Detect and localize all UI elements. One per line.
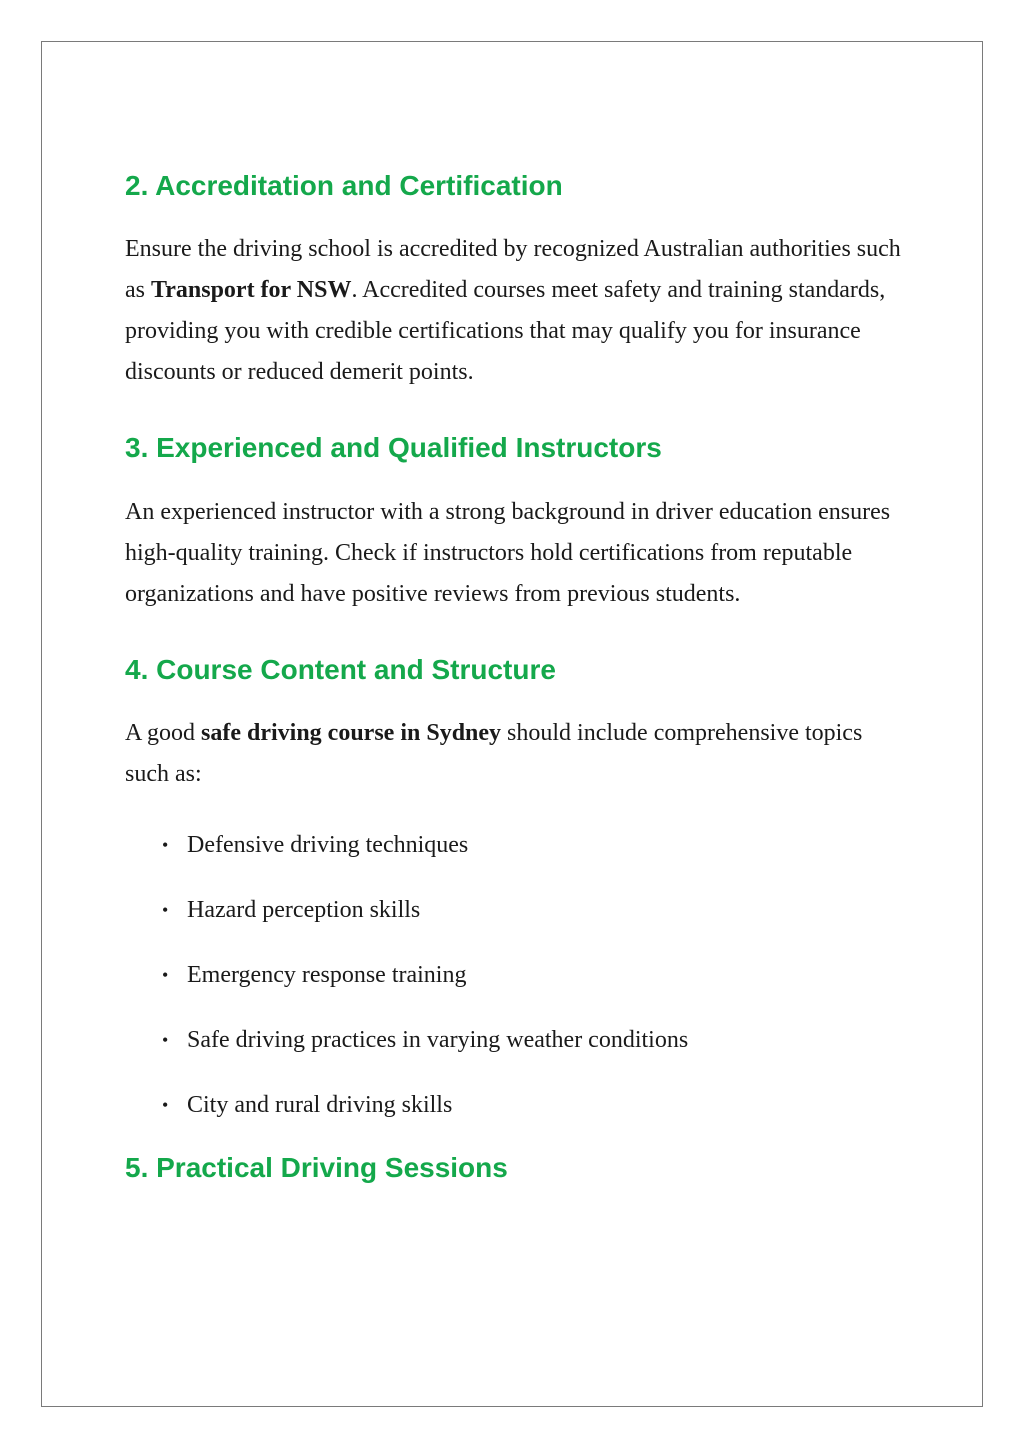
section-paragraph-course-content bbox=[125, 713, 905, 795]
bullet-icon: • bbox=[162, 835, 169, 855]
section-heading-course-content: 4. Course Content and Structure bbox=[125, 654, 556, 685]
section-heading-practical-sessions: 5. Practical Driving Sessions bbox=[125, 1152, 508, 1183]
section-heading-instructors: 3. Experienced and Qualified Instructors bbox=[125, 432, 662, 463]
paragraph-text: should include comprehensive topics such as: bbox=[125, 720, 863, 787]
section-paragraph-instructors: An experienced instructor with a strong background in driver education ensures high-quality training. Check if instructors hold certifications from reputable organizations and have positive reviews from previous students. bbox=[125, 499, 891, 607]
bold-text-safe-driving-course: safe driving course in Sydney bbox=[201, 720, 502, 746]
paragraph-text: . Accredited courses meet safety and training standards, providing you with credible certifications that may qualify you for insurance discounts or reduced demerit points. bbox=[125, 277, 886, 385]
paragraph-text: Ensure the driving school is accredited by recognized Australian authorities such as bbox=[125, 236, 901, 303]
list-item bbox=[125, 1085, 905, 1126]
bold-text-transport-for-nsw: Transport for NSW bbox=[151, 277, 352, 303]
list-item bbox=[125, 1020, 905, 1061]
page-content bbox=[125, 168, 905, 1186]
bullet-icon: • bbox=[162, 965, 169, 985]
bullet-icon: • bbox=[162, 1095, 169, 1115]
list-item bbox=[125, 890, 905, 931]
section-paragraph-accreditation bbox=[125, 229, 905, 393]
list-item bbox=[125, 955, 905, 996]
list-item-text: Hazard perception skills bbox=[187, 897, 421, 923]
section-heading-accreditation: 2. Accreditation and Certification bbox=[125, 170, 563, 201]
document-page bbox=[41, 41, 983, 1407]
list-item-text: Defensive driving techniques bbox=[187, 832, 469, 858]
bullet-icon: • bbox=[162, 1030, 169, 1050]
topic-list bbox=[125, 825, 905, 1126]
list-item-text: City and rural driving skills bbox=[187, 1092, 453, 1118]
list-item bbox=[125, 825, 905, 866]
list-item-text: Safe driving practices in varying weather conditions bbox=[187, 1027, 689, 1053]
bullet-icon: • bbox=[162, 900, 169, 920]
paragraph-text: A good bbox=[125, 720, 202, 746]
list-item-text: Emergency response training bbox=[187, 962, 467, 988]
